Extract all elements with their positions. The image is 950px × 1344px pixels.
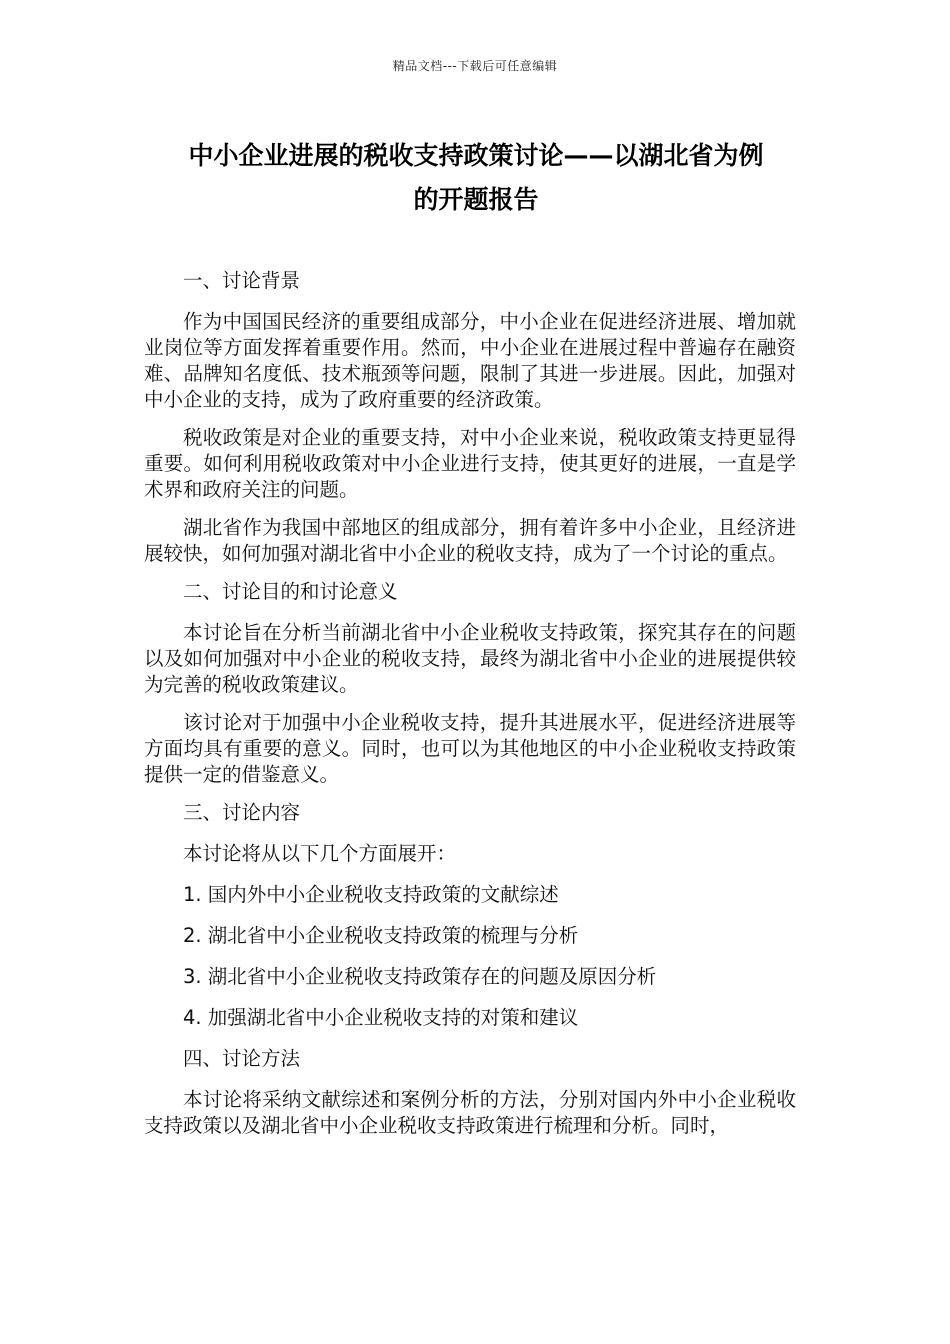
paragraph: 本讨论将采纳文献综述和案例分析的方法，分别对国内外中小企业税收支持政策以及湖北省中小企业税收支持政策进行梳理和分析。同时， xyxy=(144,1088,796,1137)
header-note: 精品文档---下载后可任意编辑 xyxy=(392,59,558,73)
paragraph: 本讨论将从以下几个方面展开： xyxy=(183,842,457,865)
paragraph: 本讨论旨在分析当前湖北省中小企业税收支持政策，探究其存在的问题以及如何加强对中小企业的税收支持，最终为湖北省中小企业的进展提供较为完善的税收政策建议。 xyxy=(144,621,796,696)
document-title xyxy=(140,134,812,222)
section-heading-background: 一、讨论背景 xyxy=(183,269,301,292)
paragraph: 税收政策是对企业的重要支持，对中小企业来说，税收政策支持更显得重要。如何利用税收政策对中小企业进行支持，使其更好的进展，一直是学术界和政府关注的问题。 xyxy=(144,426,796,501)
section-heading-content: 三、讨论内容 xyxy=(183,801,301,824)
list-item: 1. 国内外中小企业税收支持政策的文献综述 xyxy=(183,883,559,906)
paragraph: 作为中国国民经济的重要组成部分，中小企业在促进经济进展、增加就业岗位等方面发挥着重要作用。然而，中小企业在进展过程中普遍存在融资难、品牌知名度低、技术瓶颈等问题，限制了其进一步进展。因此，加强对中小企业的支持，成为了政府重要的经济政策。 xyxy=(144,310,796,411)
section-heading-purpose: 二、讨论目的和讨论意义 xyxy=(183,580,398,603)
list-item: 3. 湖北省中小企业税收支持政策存在的问题及原因分析 xyxy=(183,965,657,988)
document-body xyxy=(144,268,796,1151)
section-heading-method: 四、讨论方法 xyxy=(183,1047,301,1070)
title-line-2: 的开题报告 xyxy=(413,185,539,214)
list-item: 2. 湖北省中小企业税收支持政策的梳理与分析 xyxy=(183,924,579,947)
paragraph: 该讨论对于加强中小企业税收支持，提升其进展水平，促进经济进展等方面均具有重要的意义。同时，也可以为其他地区的中小企业税收支持政策提供一定的借鉴意义。 xyxy=(144,711,796,786)
list-item: 4. 加强湖北省中小企业税收支持的对策和建议 xyxy=(183,1006,579,1029)
title-line-1: 中小企业进展的税收支持政策讨论——以湖北省为例 xyxy=(188,141,764,170)
paragraph: 湖北省作为我国中部地区的组成部分，拥有着许多中小企业，且经济进展较快，如何加强对湖北省中小企业的税收支持，成为了一个讨论的重点。 xyxy=(144,516,796,565)
